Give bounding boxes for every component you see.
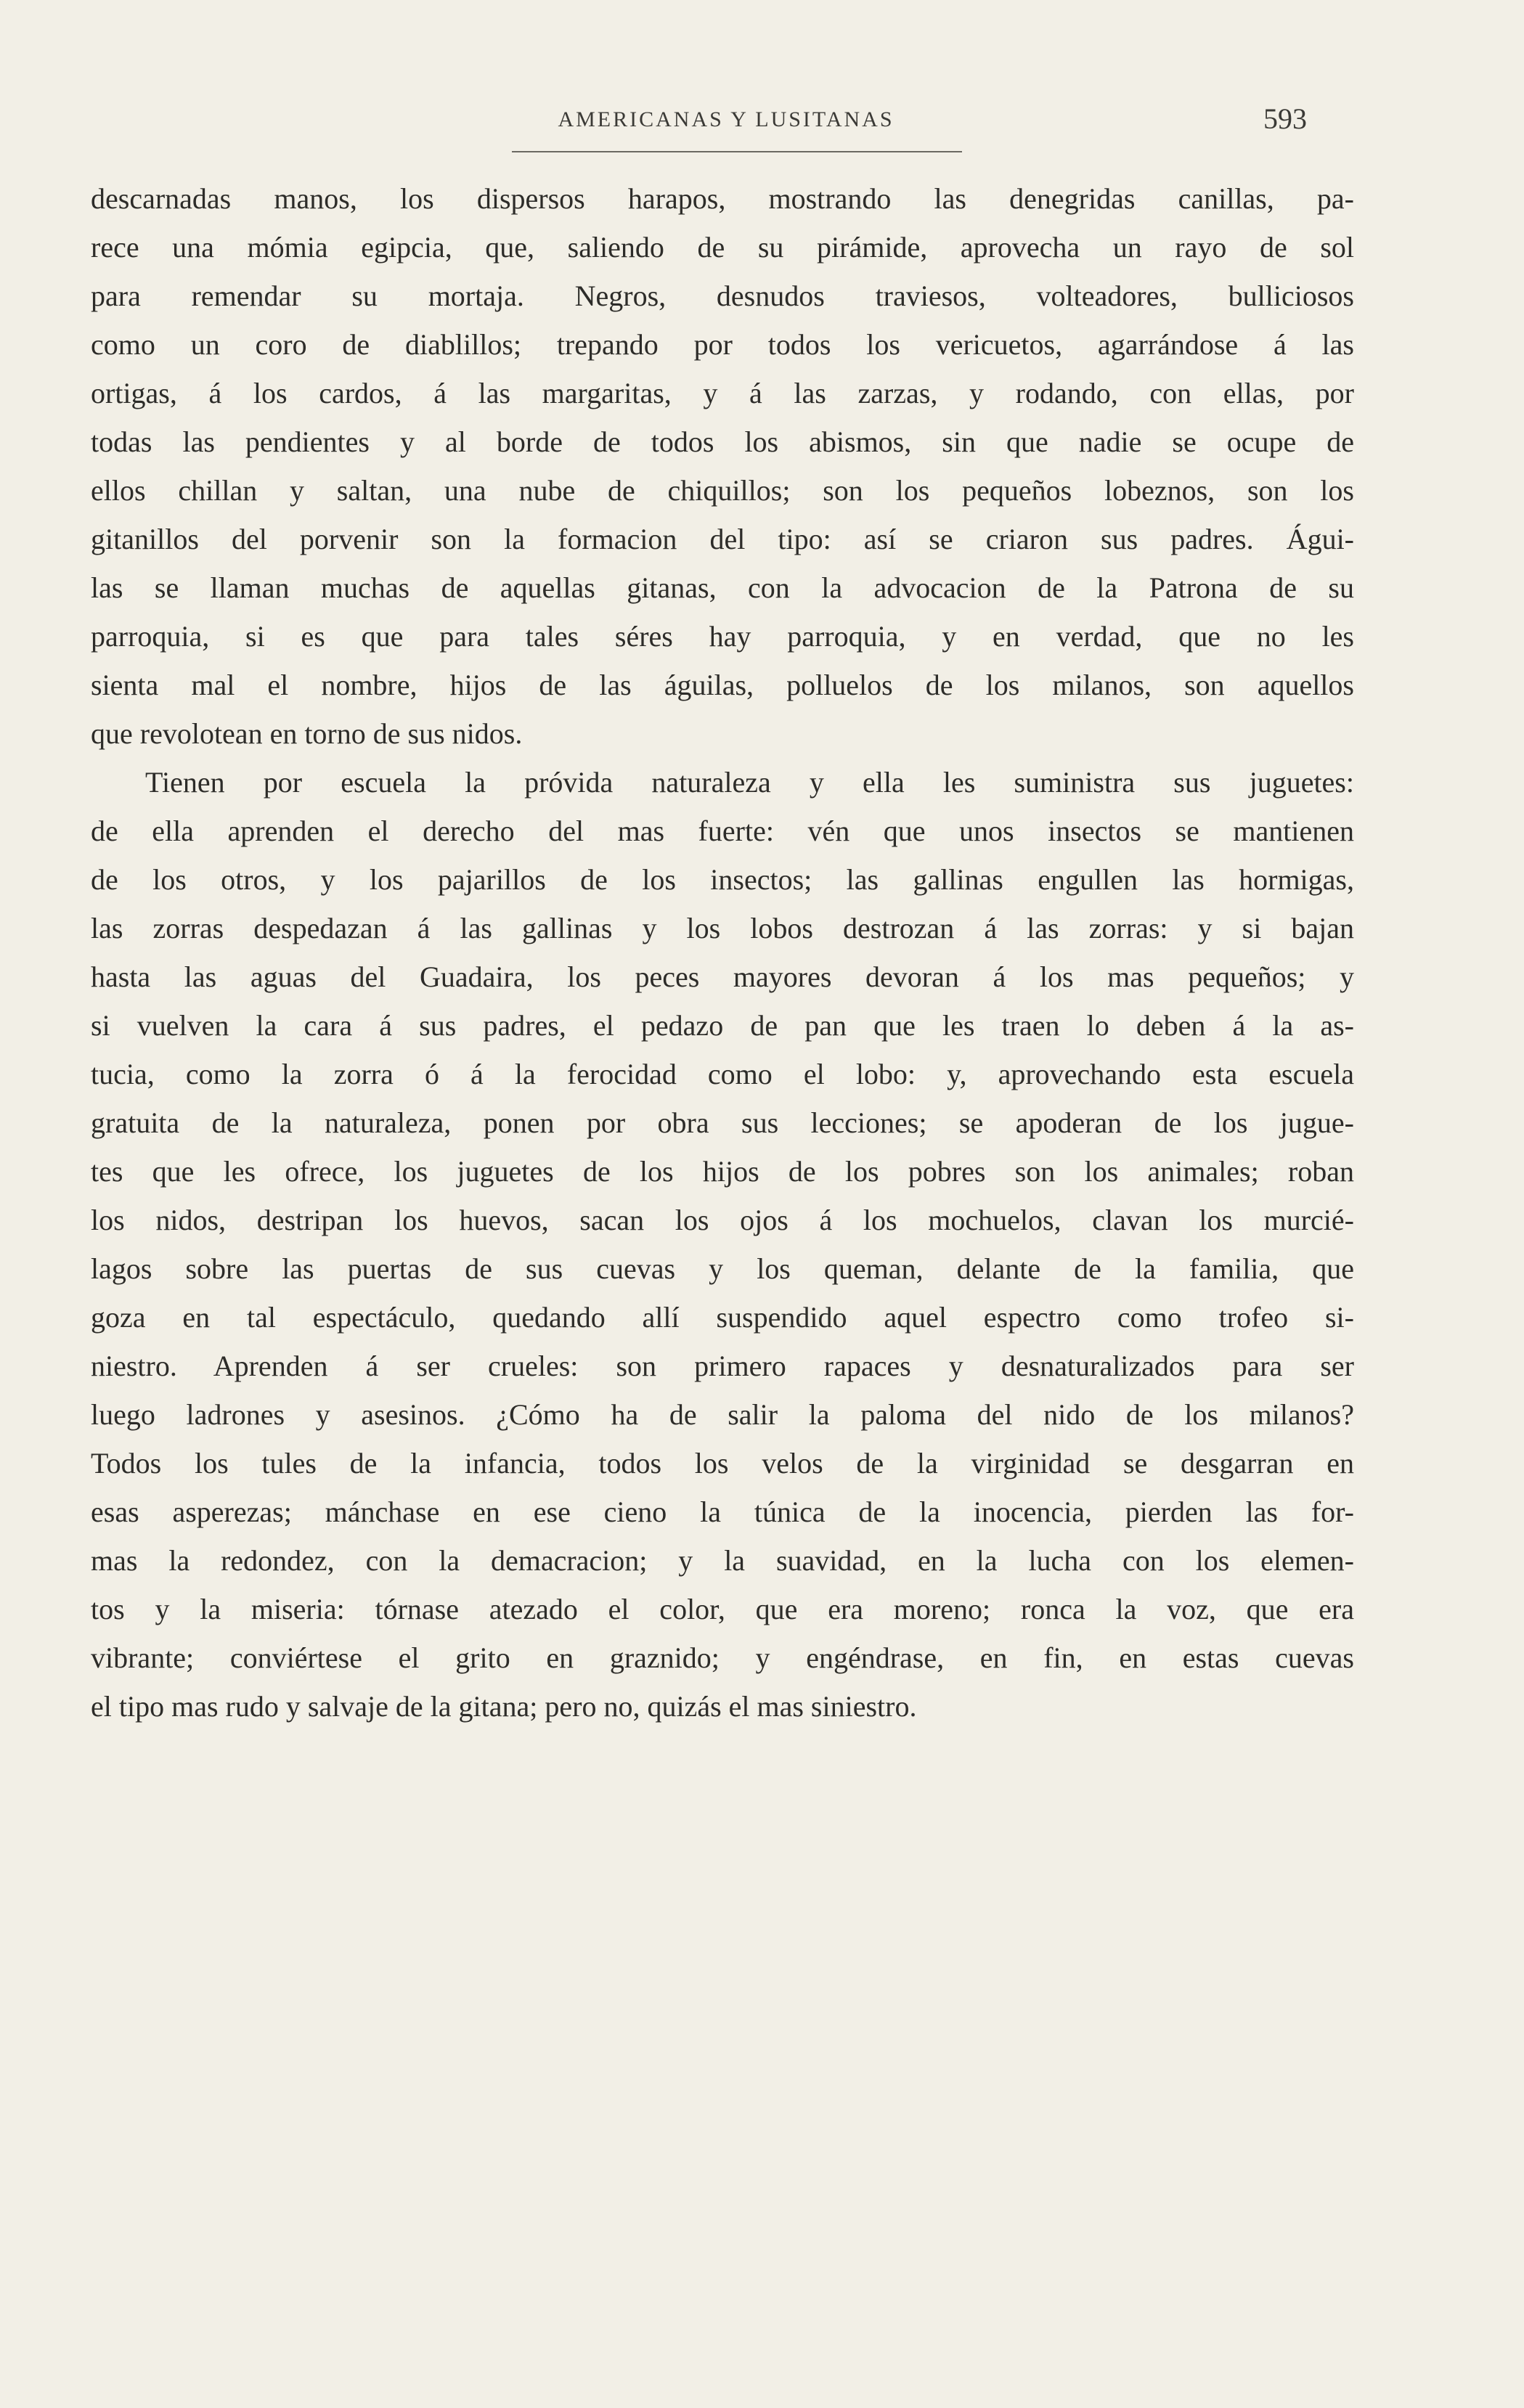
text-line: tes que les ofrece, los juguetes de los hijos de los pobres son los animales; roban — [91, 1155, 1354, 1188]
text-line: ellos chillan y saltan, una nube de chiquillos; son los pequeños lobeznos, son los — [91, 474, 1354, 507]
header-rule — [512, 151, 962, 152]
text-line: ortigas, á los cardos, á las margaritas, y á las zarzas, y rodando, con ellas, por — [91, 377, 1354, 409]
text-line: los nidos, destripan los huevos, sacan los ojos á los mochuelos, clavan los murcié- — [91, 1204, 1354, 1236]
page-number: 593 — [1263, 102, 1307, 135]
text-line: gratuita de la naturaleza, ponen por obra sus lecciones; se apoderan de los jugue- — [91, 1106, 1354, 1139]
text-line: vibrante; conviértese el grito en graznido; y engéndrase, en fin, en estas cuevas — [91, 1641, 1354, 1674]
text-line: si vuelven la cara á sus padres, el pedazo de pan que les traen lo deben á la as- — [91, 1009, 1354, 1042]
text-line: tucia, como la zorra ó á la ferocidad como el lobo: y, aprovechando esta escuela — [91, 1058, 1354, 1090]
text-line: como un coro de diablillos; trepando por todos los vericuetos, agarrándose á las — [91, 328, 1354, 361]
text-line: de los otros, y los pajarillos de los insectos; las gallinas engullen las hormigas, — [91, 863, 1354, 896]
body-text — [91, 174, 1354, 1731]
text-line: mas la redondez, con la demacracion; y la suavidad, en la lucha con los elemen- — [91, 1544, 1354, 1577]
paragraph-end-line: que revolotean en torno de sus nidos. — [91, 717, 523, 750]
text-line: niestro. Aprenden á ser crueles: son primero rapaces y desnaturalizados para ser — [91, 1350, 1354, 1382]
text-line: gitanillos del porvenir son la formacion del tipo: así se criaron sus padres. Águi- — [91, 523, 1354, 555]
text-line: tos y la miseria: tórnase atezado el color, que era moreno; ronca la voz, que era — [91, 1593, 1354, 1625]
text-line: esas asperezas; mánchase en ese cieno la túnica de la inocencia, pierden las for- — [91, 1495, 1354, 1528]
paragraph-start-line: Tienen por escuela la próvida naturaleza y ella les suministra sus juguetes: — [145, 766, 1354, 799]
text-line: parroquia, si es que para tales séres hay parroquia, y en verdad, que no les — [91, 620, 1354, 653]
text-line: todas las pendientes y al borde de todos los abismos, sin que nadie se ocupe de — [91, 425, 1354, 458]
text-line: las se llaman muchas de aquellas gitanas, con la advocacion de la Patrona de su — [91, 571, 1354, 604]
text-line: Todos los tules de la infancia, todos los velos de la virginidad se desgarran en — [91, 1447, 1354, 1480]
text-line: rece una mómia egipcia, que, saliendo de su pirámide, aprovecha un rayo de sol — [91, 231, 1354, 264]
running-title: AMERICANAS Y LUSITANAS — [558, 107, 895, 131]
text-line: sienta mal el nombre, hijos de las águilas, polluelos de los milanos, son aquellos — [91, 669, 1354, 701]
text-line: descarnadas manos, los dispersos harapos, mostrando las denegridas canillas, pa- — [91, 182, 1354, 215]
text-line: hasta las aguas del Guadaira, los peces mayores devoran á los mas pequeños; y — [91, 960, 1354, 993]
text-line: de ella aprenden el derecho del mas fuerte: vén que unos insectos se mantienen — [91, 815, 1354, 847]
text-line: luego ladrones y asesinos. ¿Cómo ha de salir la paloma del nido de los milanos? — [91, 1398, 1354, 1431]
paragraph-end-line: el tipo mas rudo y salvaje de la gitana; pero no, quizás el mas siniestro. — [91, 1690, 917, 1723]
text-line: las zorras despedazan á las gallinas y los lobos destrozan á las zorras: y si bajan — [91, 912, 1354, 944]
text-line: goza en tal espectáculo, quedando allí suspendido aquel espectro como trofeo si- — [91, 1301, 1354, 1334]
text-line: lagos sobre las puertas de sus cuevas y los queman, delante de la familia, que — [91, 1252, 1354, 1285]
text-line: para remendar su mortaja. Negros, desnudos traviesos, volteadores, bulliciosos — [91, 279, 1354, 312]
